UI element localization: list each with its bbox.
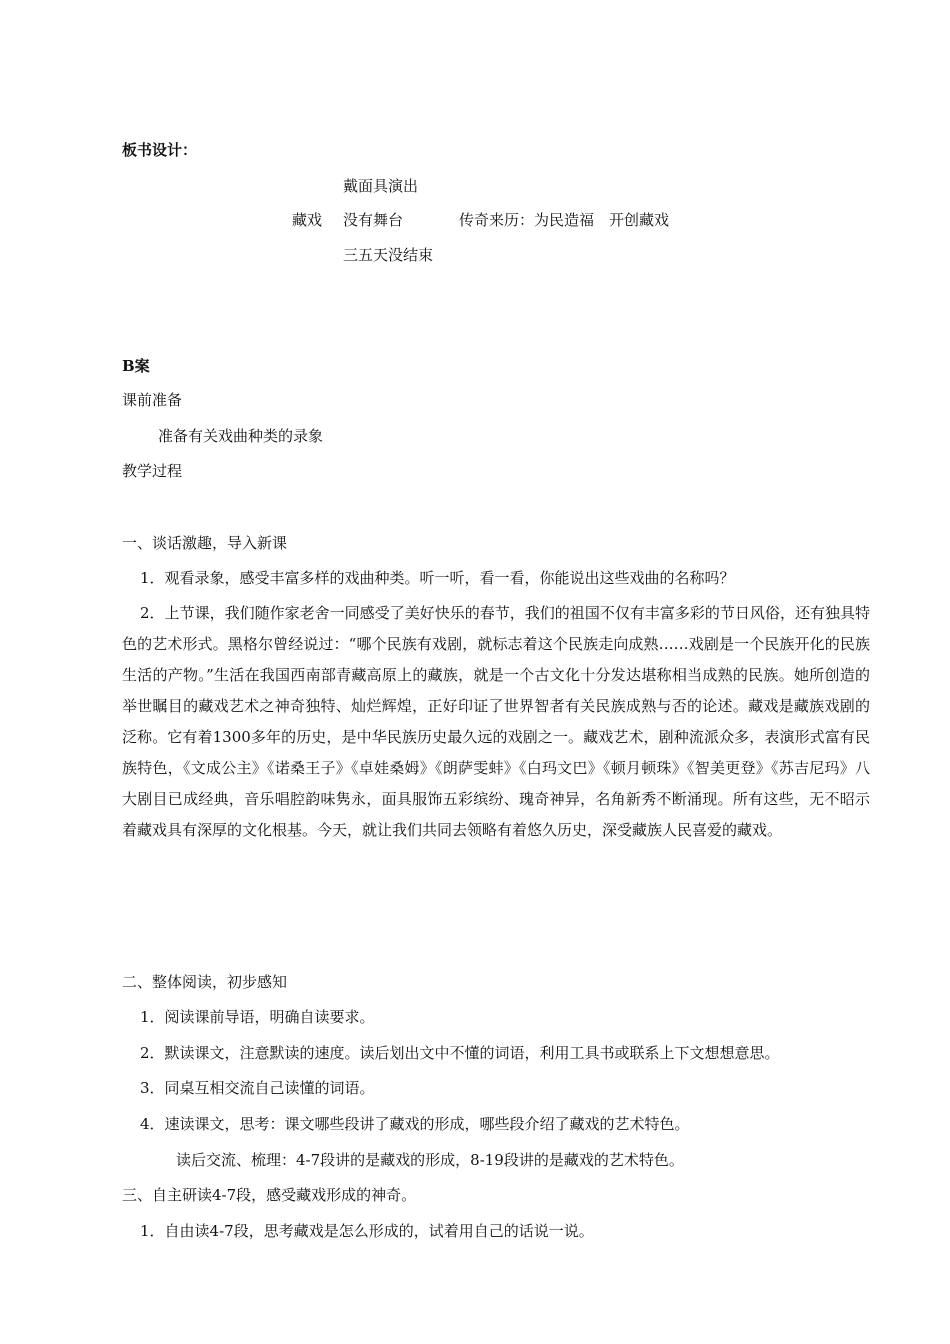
section2-note: 读后交流、梳理：4-7段讲的是藏戏的形成，8-19段讲的是藏戏的艺术特色。 (176, 1151, 684, 1169)
section1-item1: 1．观看录象，感受丰富多样的戏曲种类。听一听，看一看，你能说出这些戏曲的名称吗？ (140, 569, 735, 587)
section3-item1: 1．自由读4-7段，思考藏戏是怎么形成的，试着用自己的话说一说。 (140, 1222, 594, 1240)
section2-heading: 二、整体阅读，初步感知 (122, 973, 288, 991)
board-row-duration: 三五天没结束 (343, 246, 434, 264)
prep-heading: 课前准备 (122, 391, 183, 409)
board-row-mask: 戴面具演出 (343, 177, 419, 195)
board-design-title: 板书设计： (122, 141, 198, 159)
section2-item4: 4．速读课文，思考：课文哪些段讲了藏戏的形成，哪些段介绍了藏戏的艺术特色。 (140, 1115, 690, 1133)
section2-item1: 1．阅读课前导语，明确自读要求。 (140, 1008, 375, 1026)
b-plan-title: B案 (122, 357, 150, 375)
section1-heading: 一、谈话激趣，导入新课 (122, 534, 288, 552)
prep-item: 准备有关戏曲种类的录象 (158, 427, 324, 445)
board-legend: 传奇来历：为民造福 开创藏戏 (459, 211, 670, 229)
board-row-stage: 没有舞台 (343, 211, 404, 229)
process-heading: 教学过程 (122, 462, 183, 480)
section3-heading: 三、自主研读4-7段，感受藏戏形成的神奇。 (122, 1186, 417, 1204)
section2-item2: 2．默读课文，注意默读的速度。读后划出文中不懂的词语，利用工具书或联系上下文想想意思。 (140, 1044, 780, 1062)
section1-item2-paragraph: 2．上节课，我们随作家老舍一同感受了美好快乐的春节，我们的祖国不仅有丰富多彩的节日风俗，还有独具特色的艺术形式。黑格尔曾经说过：“哪个民族有戏剧，就标志着这个民族走向成熟……戏剧是一个民族开化的民族生活的产物。”生活在我国西南部青藏高原上的藏族，就是一个古文化十分发达堪称相当成熟的民族。她所创造的举世瞩目的藏戏艺术之神奇独特、灿烂辉煌，正好印证了世界智者有关民族成熟与否的论述。藏戏是藏族戏剧的泛称。它有着1300多年的历史，是中华民族历史最久远的戏剧之一。藏戏艺术，剧种流派众多，表演形式富有民族特色，《文成公主》《诺桑王子》《卓娃桑姆》《朗萨雯蚌》《白玛文巴》《顿月顿珠》《智美更登》《苏吉尼玛》八大剧目已成经典，音乐唱腔韵味隽永，面具服饰五彩缤纷、瑰奇神异，名角新秀不断涌现。所有这些，无不昭示着藏戏具有深厚的文化根基。今天，就让我们共同去领略有着悠久历史，深受藏族人民喜爱的藏戏。 (122, 604, 870, 839)
section2-item3: 3．同桌互相交流自己读懂的词语。 (140, 1079, 375, 1097)
board-subject: 藏戏 (292, 211, 323, 229)
